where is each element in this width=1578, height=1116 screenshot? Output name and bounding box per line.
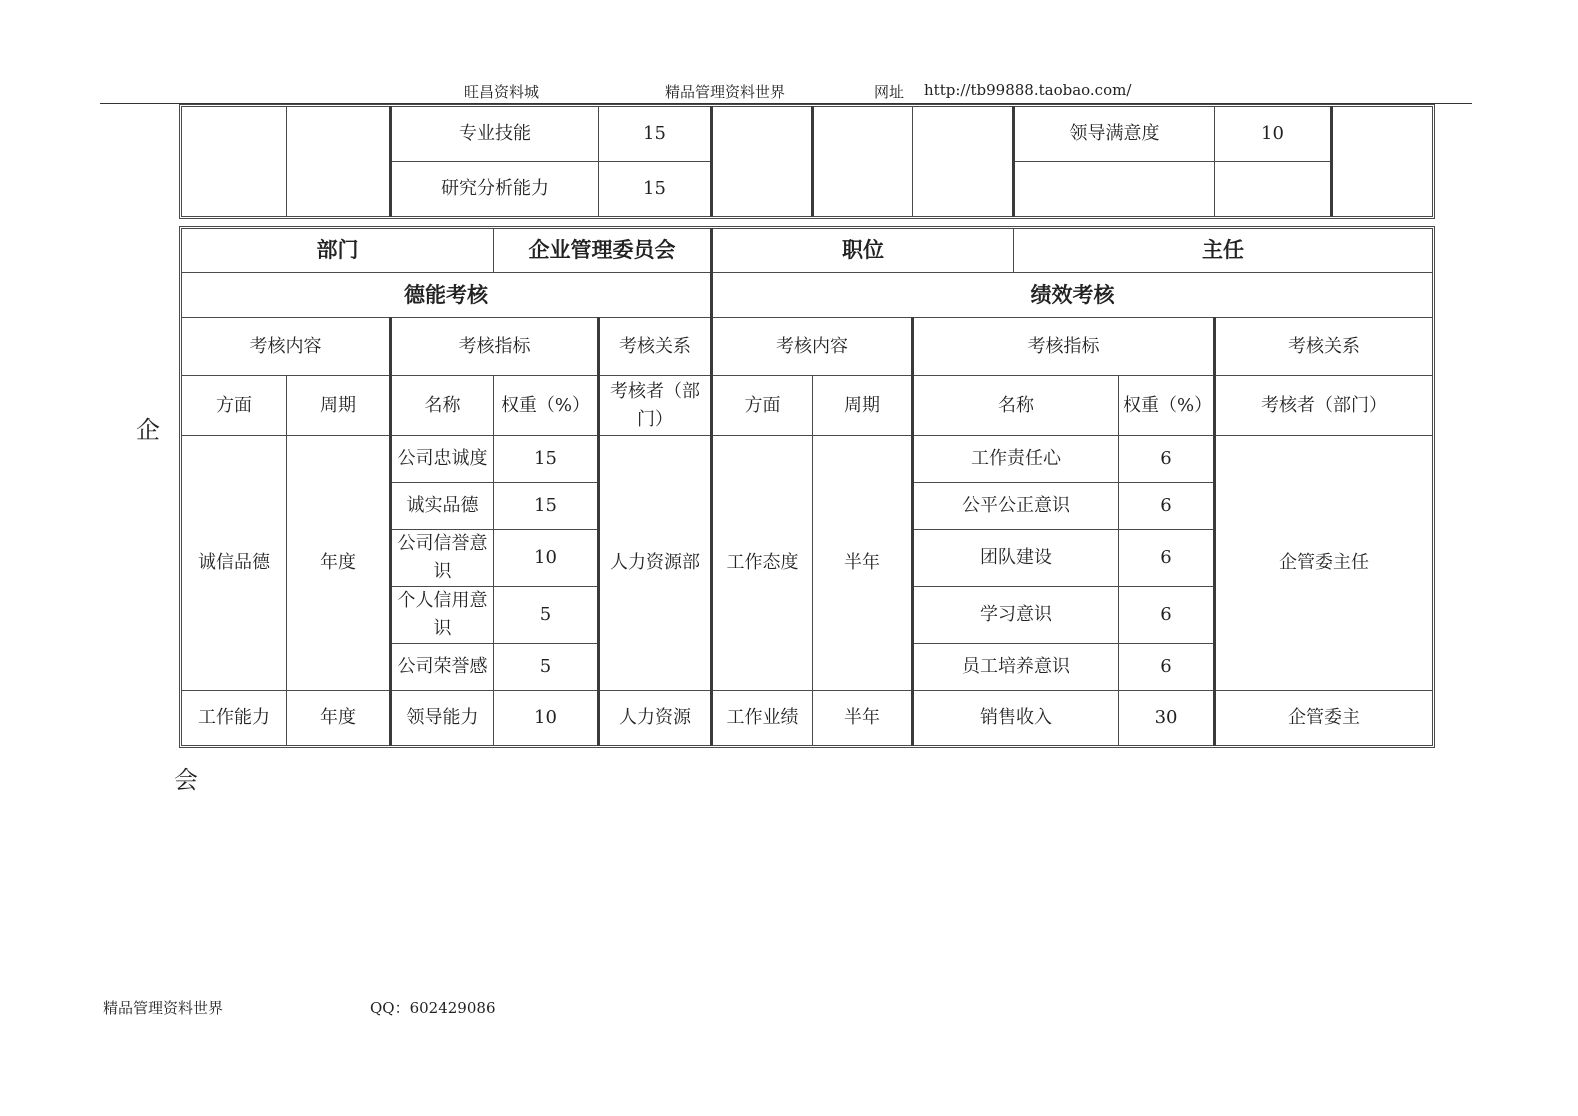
assessor-cell: 人力资源	[599, 690, 712, 745]
section-ethics: 德能考核	[182, 273, 712, 318]
side-char-top: 企	[136, 416, 160, 444]
empty-cell	[813, 107, 913, 217]
header-url-label: 网址	[874, 83, 905, 101]
indicator-weight: 10	[494, 530, 599, 587]
dept-label: 部门	[182, 229, 494, 273]
side-char-bottom: 会	[174, 766, 198, 794]
indicator-weight: 15	[494, 483, 599, 530]
sub-weight: 权重（%）	[1119, 376, 1215, 436]
table-row	[182, 436, 1433, 483]
period-cell: 年度	[287, 436, 391, 691]
indicator-weight: 6	[1119, 643, 1215, 690]
indicator-weight: 6	[1119, 483, 1215, 530]
header-url: http://tb99888.taobao.com/	[924, 81, 1132, 99]
indicator-weight: 10	[1215, 107, 1332, 162]
indicator-name: 研究分析能力	[391, 162, 599, 217]
col-relation: 考核关系	[599, 318, 712, 376]
sub-period: 周期	[287, 376, 391, 436]
indicator-name	[1014, 162, 1215, 217]
assessor-cell: 企管委主任	[1215, 436, 1433, 691]
empty-cell	[913, 107, 1014, 217]
sub-name: 名称	[913, 376, 1119, 436]
empty-cell	[1332, 107, 1433, 217]
indicator-weight: 15	[494, 436, 599, 483]
indicator-name: 公平公正意识	[913, 483, 1119, 530]
indicator-name: 专业技能	[391, 107, 599, 162]
sub-header-row	[182, 376, 1433, 436]
table-row	[182, 107, 1433, 162]
sub-name: 名称	[391, 376, 494, 436]
indicator-name: 公司信誉意识	[391, 530, 494, 587]
dept-value: 企业管理委员会	[494, 229, 712, 273]
indicator-name: 学习意识	[913, 586, 1119, 643]
aspect-cell: 工作能力	[182, 690, 287, 745]
dept-row	[182, 229, 1433, 273]
sub-assessor: 考核者（部门）	[1215, 376, 1433, 436]
indicator-weight: 5	[494, 586, 599, 643]
sub-weight: 权重（%）	[494, 376, 599, 436]
header-slogan: 精品管理资料世界	[665, 83, 786, 101]
col-relation: 考核关系	[1215, 318, 1433, 376]
col-indicator: 考核指标	[391, 318, 599, 376]
indicator-weight: 6	[1119, 530, 1215, 587]
indicator-name: 领导能力	[391, 690, 494, 745]
assessment-table	[181, 228, 1433, 746]
empty-cell	[287, 107, 391, 217]
col-content: 考核内容	[712, 318, 913, 376]
indicator-name: 员工培养意识	[913, 643, 1119, 690]
header-shop-name: 旺昌资料城	[464, 83, 540, 101]
position-label: 职位	[712, 229, 1014, 273]
indicator-weight: 10	[494, 690, 599, 745]
footer-slogan: 精品管理资料世界	[103, 999, 224, 1017]
aspect-cell: 工作态度	[712, 436, 813, 691]
indicator-name: 诚实品德	[391, 483, 494, 530]
indicator-name: 个人信用意识	[391, 586, 494, 643]
assessor-cell: 人力资源部	[599, 436, 712, 691]
period-cell: 半年	[813, 436, 913, 691]
assessor-cell: 企管委主	[1215, 690, 1433, 745]
section-row	[182, 273, 1433, 318]
indicator-name: 销售收入	[913, 690, 1119, 745]
sub-aspect: 方面	[182, 376, 287, 436]
empty-cell	[712, 107, 813, 217]
table-row	[182, 690, 1433, 745]
indicator-name: 工作责任心	[913, 436, 1119, 483]
indicator-weight: 15	[599, 107, 712, 162]
indicator-name: 领导满意度	[1014, 107, 1215, 162]
aspect-cell: 诚信品德	[182, 436, 287, 691]
indicator-weight: 30	[1119, 690, 1215, 745]
indicator-name: 团队建设	[913, 530, 1119, 587]
period-cell: 半年	[813, 690, 913, 745]
section-performance: 绩效考核	[712, 273, 1433, 318]
header-rule	[100, 103, 1472, 104]
continuation-table	[181, 106, 1433, 217]
col-content: 考核内容	[182, 318, 391, 376]
indicator-weight: 5	[494, 643, 599, 690]
col-indicator: 考核指标	[913, 318, 1215, 376]
empty-cell	[182, 107, 287, 217]
sub-aspect: 方面	[712, 376, 813, 436]
indicator-weight: 6	[1119, 586, 1215, 643]
indicator-name: 公司忠诚度	[391, 436, 494, 483]
period-cell: 年度	[287, 690, 391, 745]
column-header-row	[182, 318, 1433, 376]
indicator-name: 公司荣誉感	[391, 643, 494, 690]
position-value: 主任	[1014, 229, 1433, 273]
indicator-weight	[1215, 162, 1332, 217]
indicator-weight: 6	[1119, 436, 1215, 483]
indicator-weight: 15	[599, 162, 712, 217]
sub-assessor: 考核者（部门）	[599, 376, 712, 436]
aspect-cell: 工作业绩	[712, 690, 813, 745]
footer-qq: QQ：602429086	[370, 999, 496, 1017]
sub-period: 周期	[813, 376, 913, 436]
